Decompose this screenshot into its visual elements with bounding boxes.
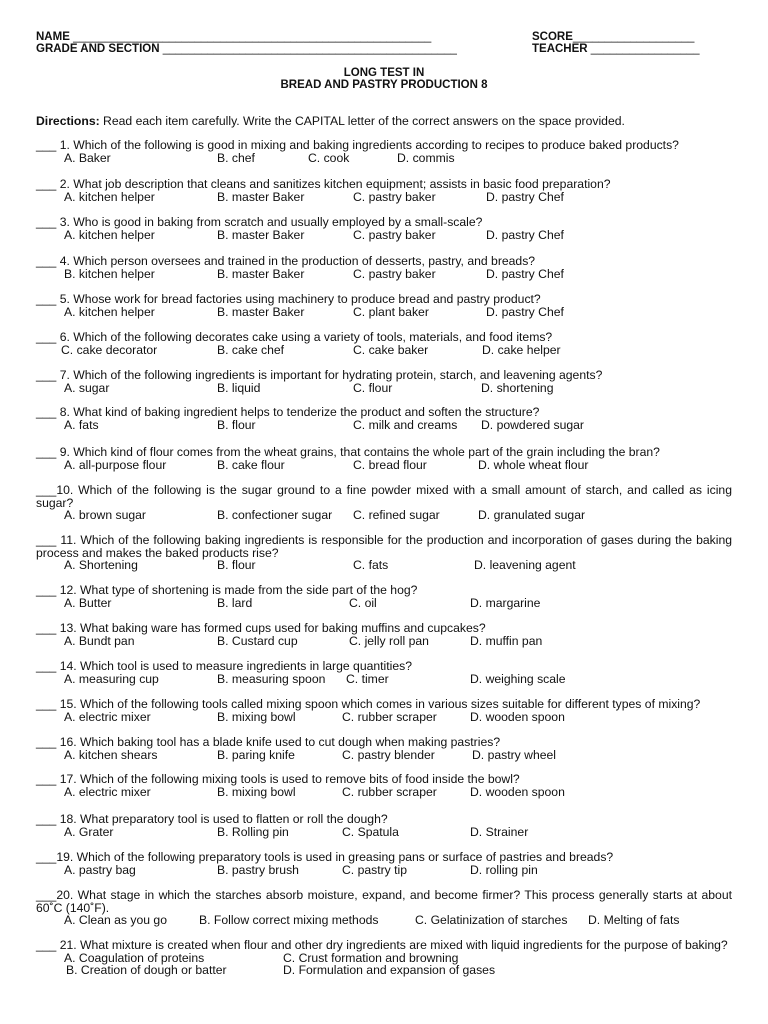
- answer-options: [36, 419, 736, 432]
- option-b: B. Follow correct mixing methods: [199, 913, 379, 927]
- option-a: C. cake decorator: [61, 342, 158, 357]
- teacher-label: TEACHER: [532, 43, 588, 55]
- directions: [36, 114, 625, 128]
- option-b: B. Custard cup: [217, 633, 298, 648]
- option-a: A. Clean as you go: [64, 913, 167, 927]
- question-stem: ___ 16. Which baking tool has a blade knife used to cut dough when making pastries?: [36, 735, 501, 749]
- option-c: C. cake baker: [353, 342, 429, 357]
- option-a: A. Shortening: [64, 558, 138, 572]
- option-a: A. kitchen helper: [64, 189, 155, 204]
- question-18: [36, 813, 736, 839]
- question-stem: ___ 18. What preparatory tool is used to flatten or roll the dough?: [36, 812, 388, 826]
- question-10: [36, 484, 736, 522]
- answer-options-row2: [36, 964, 736, 977]
- option-b: B. master Baker: [217, 189, 305, 204]
- question-1: [36, 139, 736, 165]
- option-a: A. sugar: [64, 380, 110, 395]
- option-d: D. Formulation and expansion of gases: [283, 963, 496, 977]
- question-stem: ___ 8. What kind of baking ingredient helps to tenderize the product and soften the structure?: [36, 405, 540, 419]
- option-a: A. brown sugar: [64, 508, 146, 522]
- score-label: SCORE: [532, 31, 573, 43]
- option-c: C. Crust formation and browning: [283, 950, 459, 965]
- name-label: NAME: [36, 31, 70, 43]
- option-c: C. pastry baker: [353, 266, 436, 281]
- option-a: A. electric mixer: [64, 784, 151, 799]
- answer-options: [36, 152, 736, 165]
- option-d: D. margarine: [470, 595, 541, 610]
- option-d: D. weighing scale: [470, 671, 566, 686]
- option-d: D. wooden spoon: [470, 709, 565, 724]
- option-b: B. measuring spoon: [217, 671, 326, 686]
- option-c: C. pastry blender: [342, 747, 435, 762]
- option-c: C. oil: [349, 595, 377, 610]
- directions-label: Directions:: [36, 114, 100, 128]
- option-c: C. rubber scraper: [342, 709, 437, 724]
- question-6: [36, 331, 736, 357]
- option-d: D. cake helper: [482, 342, 561, 357]
- option-c: C. pastry baker: [353, 189, 436, 204]
- option-d: D. pastry wheel: [472, 747, 556, 762]
- question-stem: ___ 14. Which tool is used to measure ingredients in large quantities?: [36, 659, 413, 673]
- option-c: C. Gelatinization of starches: [415, 913, 568, 927]
- teacher-field: [532, 42, 700, 56]
- question-2: [36, 178, 736, 204]
- question-16: [36, 736, 736, 762]
- answer-options: [36, 749, 736, 762]
- option-d: D. Melting of fats: [588, 913, 680, 927]
- option-d: D. whole wheat flour: [478, 457, 589, 472]
- option-c: C. milk and creams: [353, 417, 458, 432]
- option-a: A. Coagulation of proteins: [64, 950, 205, 965]
- option-d: D. pastry Chef: [486, 266, 564, 281]
- option-b: B. master Baker: [217, 266, 305, 281]
- option-b: B. mixing bowl: [217, 784, 296, 799]
- option-d: D. granulated sugar: [478, 508, 586, 522]
- question-9: [36, 446, 736, 472]
- answer-options: [36, 459, 736, 472]
- option-b: B. paring knife: [217, 747, 295, 762]
- answer-options: [36, 597, 736, 610]
- option-b: B. flour: [217, 558, 256, 572]
- option-a: A. kitchen helper: [64, 304, 155, 319]
- question-stem: ___10. Which of the following is the sugar ground to a fine powder mixed with a small amount of starch, and called as icing sugar?: [36, 483, 732, 510]
- question-stem: ___ 15. Which of the following tools called mixing spoon which comes in various sizes suitable for different types of mixing?: [36, 697, 701, 711]
- option-c: C. Spatula: [342, 824, 399, 839]
- question-stem: ___ 11. Which of the following baking ingredients is responsible for the production and incorporation of gases during the baking process and makes the baked products rise?: [36, 533, 732, 560]
- option-c: C. bread flour: [353, 457, 427, 472]
- option-b: B. cake chef: [217, 342, 285, 357]
- question-stem: ___ 6. Which of the following decorates cake using a variety of tools, materials, and food items?: [36, 330, 553, 344]
- option-b: B. mixing bowl: [217, 709, 296, 724]
- option-d: D. pastry Chef: [486, 189, 564, 204]
- option-d: D. rolling pin: [470, 862, 538, 877]
- option-d: D. shortening: [481, 380, 554, 395]
- option-b: B. pastry brush: [217, 862, 299, 877]
- option-c: C. jelly roll pan: [349, 633, 429, 648]
- option-c: C. timer: [346, 671, 389, 686]
- question-8: [36, 406, 736, 432]
- option-c: C. pastry baker: [353, 227, 436, 242]
- question-11: [36, 534, 736, 572]
- teacher-blank[interactable]: _________________: [590, 43, 700, 55]
- grade-field: [36, 42, 457, 56]
- option-a: A. measuring cup: [64, 671, 159, 686]
- test-title-line1: LONG TEST IN: [343, 67, 425, 79]
- option-a: A. all-purpose flour: [64, 457, 167, 472]
- question-15: [36, 698, 736, 724]
- question-13: [36, 622, 736, 648]
- option-c: C. rubber scraper: [342, 784, 437, 799]
- answer-options: [36, 826, 736, 839]
- question-stem: ___ 3. Who is good in baking from scratch and usually employed by a small-scale?: [36, 215, 483, 229]
- option-d: D. leavening agent: [474, 558, 576, 572]
- option-d: D. pastry Chef: [486, 227, 564, 242]
- answer-options: [36, 191, 736, 204]
- answer-options: [36, 509, 736, 522]
- question-stem: ___ 7. Which of the following ingredients is important for hydrating protein, starch, and leavening agents?: [36, 368, 603, 382]
- test-title-line2: BREAD AND PASTRY PRODUCTION 8: [280, 79, 488, 91]
- answer-options: [36, 306, 736, 319]
- option-a: A. Bundt pan: [64, 633, 135, 648]
- question-19: [36, 851, 736, 877]
- question-5: [36, 293, 736, 319]
- question-14: [36, 660, 736, 686]
- option-a: A. kitchen helper: [64, 227, 155, 242]
- question-stem: ___ 21. What mixture is created when flour and other dry ingredients are mixed with liquid ingredients for the purpose of baking?: [36, 938, 728, 952]
- option-c: C. pastry tip: [342, 862, 408, 877]
- answer-options: [36, 635, 736, 648]
- option-a: A. electric mixer: [64, 709, 151, 724]
- answer-options: [36, 344, 736, 357]
- option-d: D. pastry Chef: [486, 304, 564, 319]
- option-c: C. fats: [353, 558, 389, 572]
- option-b: B. master Baker: [217, 227, 305, 242]
- option-d: D. powdered sugar: [481, 417, 584, 432]
- option-a: A. fats: [64, 417, 99, 432]
- question-stem: ___ 2. What job description that cleans and sanitizes kitchen equipment; assists in basic food preparation?: [36, 177, 611, 191]
- option-d: D. Strainer: [470, 824, 529, 839]
- option-d: D. commis: [397, 150, 455, 165]
- name-blank[interactable]: ________________________________________________________: [73, 31, 432, 43]
- question-20: [36, 889, 736, 927]
- option-b: B. confectioner sugar: [217, 508, 333, 522]
- option-b: B. flour: [217, 417, 256, 432]
- option-c: C. plant baker: [353, 304, 429, 319]
- option-b: B. master Baker: [217, 304, 305, 319]
- directions-text: Read each item carefully. Write the CAPITAL letter of the correct answers on the space provided.: [99, 114, 625, 128]
- option-a: A. kitchen shears: [64, 747, 158, 762]
- option-b: B. liquid: [217, 380, 261, 395]
- answer-options: [36, 382, 736, 395]
- question-7: [36, 369, 736, 395]
- grade-label: GRADE AND SECTION: [36, 43, 160, 55]
- question-stem: ___ 1. Which of the following is good in mixing and baking ingredients according to recipes to produce baked products?: [36, 138, 679, 152]
- answer-options: [36, 229, 736, 242]
- answer-options: [36, 786, 736, 799]
- option-b: B. lard: [217, 595, 253, 610]
- option-a: A. pastry bag: [64, 862, 136, 877]
- option-c: C. cook: [308, 150, 350, 165]
- answer-options: [36, 559, 736, 572]
- option-d: D. muffin pan: [470, 633, 543, 648]
- option-d: D. wooden spoon: [470, 784, 565, 799]
- question-stem: ___ 17. Which of the following mixing tools is used to remove bits of food inside the bowl?: [36, 772, 520, 786]
- option-a: A. Grater: [64, 824, 114, 839]
- question-3: [36, 216, 736, 242]
- answer-options: [36, 268, 736, 281]
- answer-options: [36, 711, 736, 724]
- answer-options: [36, 914, 736, 927]
- option-b: B. Rolling pin: [217, 824, 289, 839]
- question-stem: ___ 13. What baking ware has formed cups used for baking muffins and cupcakes?: [36, 621, 486, 635]
- grade-blank[interactable]: ______________________________________________: [162, 43, 457, 55]
- question-stem: ___ 4. Which person oversees and trained in the production of desserts, pastry, and breads?: [36, 254, 536, 268]
- question-stem: ___20. What stage in which the starches absorb moisture, expand, and become firmer? This process generally starts at about 60˚C (140˚F).: [36, 888, 732, 915]
- question-stem: ___ 5. Whose work for bread factories using machinery to produce bread and pastry product?: [36, 292, 541, 306]
- score-blank[interactable]: ___________________: [572, 31, 695, 43]
- option-c: C. flour: [353, 380, 393, 395]
- option-a: A. Butter: [64, 595, 112, 610]
- option-a: B. kitchen helper: [64, 266, 155, 281]
- question-17: [36, 773, 736, 799]
- option-c: C. refined sugar: [353, 508, 440, 522]
- option-a: A. Baker: [64, 150, 111, 165]
- answer-options: [36, 864, 736, 877]
- option-b: B. chef: [217, 150, 255, 165]
- option-b: B. cake flour: [217, 457, 285, 472]
- question-stem: ___ 9. Which kind of flour comes from the wheat grains, that contains the whole part of the grain including the bran?: [36, 445, 660, 459]
- question-stem: ___ 12. What type of shortening is made from the side part of the hog?: [36, 583, 418, 597]
- question-21: [36, 939, 736, 977]
- question-stem: ___19. Which of the following preparatory tools is used in greasing pans or surface of pastries and breads?: [36, 850, 614, 864]
- option-b: B. Creation of dough or batter: [66, 963, 227, 977]
- answer-options: [36, 673, 736, 686]
- question-4: [36, 255, 736, 281]
- question-12: [36, 584, 736, 610]
